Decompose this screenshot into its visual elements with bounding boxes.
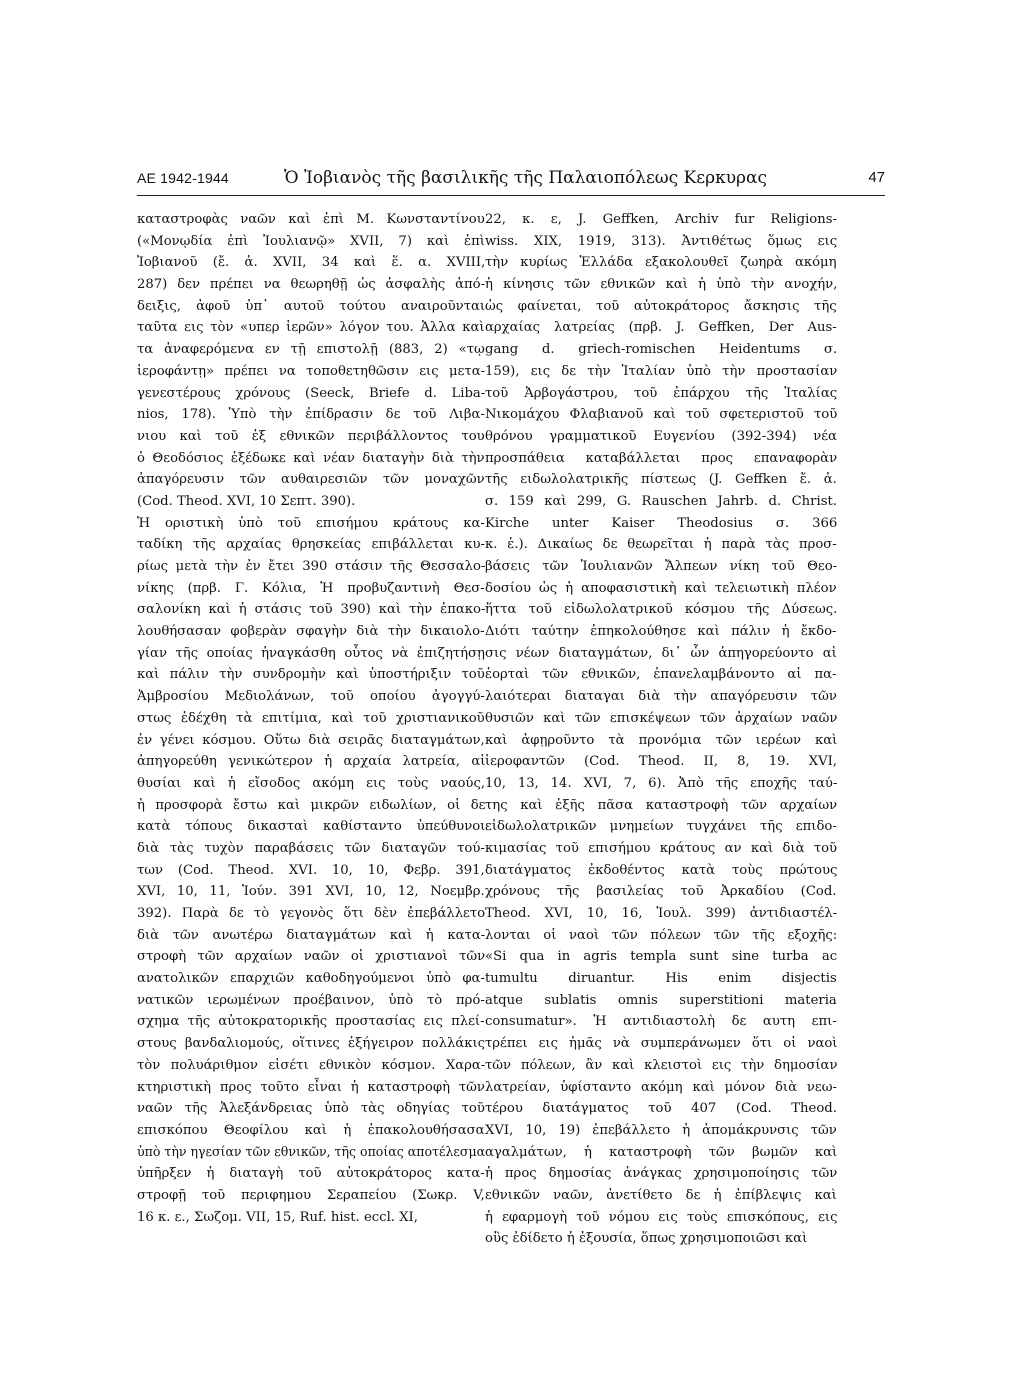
text-line: Theod. XVI, 10, 16, Ἰουλ. 399) ἀντιδιαστέλ- [485,906,837,921]
text-line: λονται οἱ ναοὶ τῶν πόλεων τῶν τῆς εξοχῆς: [485,927,837,943]
text-line: καταστροφὰς ναῶν καὶ ἐπὶ Μ. Κωνσταντίνου [137,212,485,227]
text-line: τῆς ειδωλολατρικῆς πίστεως (J. Geffken ἔ. ἀ. [485,472,837,488]
text-line: κιμασίας τοῦ επισήμου κράτους αν καὶ διὰ τοῦ [485,840,837,856]
text-line: ἀπαγόρευσιν τῶν αυθαιρεσιῶν τῶν μοναχῶν [137,472,485,488]
text-line: ἀπηγορεύθη γενικώτερον ἡ αρχαία λατρεία, αἱ [137,754,485,770]
text-line: 22, κ. ε, J. Geffken, Archiv fur Religions- [485,212,837,227]
text-line: Kirche unter Kaiser Theodosius σ. 366 [485,515,837,531]
text-line: τέρου διατάγματος τοῦ 407 (Cod. Theod. [485,1101,837,1117]
text-line: κτηριστικὴ προς τοῦτο εἶναι ἡ καταστροφὴ τῶν [137,1079,485,1095]
text-line: νιου καὶ τοῦ ἐξ εθνικῶν περιβάλλοντος του [137,428,485,444]
text-line: εἰδωλολατρικῶν μνημείων τυγχάνει τῆς επιδο- [485,819,837,835]
text-line: γενεστέρους χρόνους (Seeck, Briefe d. Liba- [137,385,485,401]
text-line: θυσιῶν καὶ τῶν επισκέψεων τῶν ἀρχαίων ναῶν [485,710,837,726]
text-line: των (Cod. Theod. XVI. 10, 10, Φεβρ. 391, [137,862,485,878]
text-line: wiss. XIX, 1919, 313). Ἀντιθέτως ὅμως εις [485,233,837,249]
text-line: ἐν γένει κόσμου. Οὕτω διὰ σειρᾶς διαταγμάτων, [137,732,485,748]
text-line: σις νέων διαταγμάτων, δι᾽ ὧν ἀπηγορεύοντο αἱ [485,645,837,661]
text-line: καὶ ἀφῃροῦντο τὰ προνόμια τῶν ιερέων καὶ [485,732,837,748]
text-line: σαλονίκη καὶ ἡ στάσις τοῦ 390) καὶ τὴν ἐπακο- [137,602,485,618]
text-line: γίαν τῆς οποίας ἠναγκάσθη οὗτος νὰ ἐπιζητήσῃ [137,645,485,661]
text-line: ἥττα τοῦ εἰδωλολατρικοῦ κόσμου τῆς Δύσεως. [485,602,837,618]
text-line: 10, 13, 14. XVI, 7, 6). Ἀπὸ τῆς εποχῆς ταύ- [485,775,837,791]
running-header [137,168,885,192]
text-line: προσπάθεια καταβάλλεται προς επαναφορὰν [485,450,837,466]
text-line: στως ἐδέχθη τὰ επιτίμια, καὶ τοῦ χριστιανικοῦ [137,710,485,726]
text-line: λατρείαν, ὑφίσταντο ακόμη καὶ μόνον διὰ νεω- [485,1079,837,1095]
text-line: χρόνους τῆς βασιλείας τοῦ Ἀρκαδίου (Cod. [485,884,837,900]
text-line: οὓς ἐδίδετο ἡ ἐξουσία, ὅπως χρησιμοποιῶσι καὶ [485,1231,808,1247]
text-line: ἱεροφαντῶν (Cod. Theod. II, 8, 19. XVI, [485,754,837,770]
text-line: της καὶ ἑξῆς πᾶσα καταστροφὴ τῶν αρχαίων [485,797,837,813]
text-line: ὡς φαίνεται, τοῦ αὐτοκράτορος ἄσκησις τῆς [485,298,837,314]
text-line: gang d. griech-romischen Heidentums σ. [485,342,837,358]
text-line: τα ἀναφερόμενα εν τῇ επιστολῇ (883, 2) «τῳ [137,342,485,358]
text-line: ρίως μετὰ τὴν ἐν ἔτει 390 στάσιν τῆς Θεσσαλο- [137,559,485,574]
text-line: στους βανδαλιομούς, οἵτινες ἐξήγειρον πολλάκις [137,1036,485,1052]
text-line: tumultu diruantur. His enim disjectis [485,971,837,987]
text-line: θρόνου γραμματικοῦ Ευγενίου (392-394) νέα [485,428,837,444]
text-line: ἡ κίνησις τῶν εθνικῶν καὶ ἡ ὑπὸ τὴν ανοχήν, [485,277,837,293]
text-line: αρχαίας λατρείας (πρβ. J. Geffken, Der Aus- [485,320,837,336]
text-line: «Si qua in agris templa sunt sine turba ac [485,949,837,965]
text-line: ἡ προσφορὰ ἔστω καὶ μικρῶν ειδωλίων, οἱ δε [137,797,485,813]
text-line: κατὰ τόπους δικασταὶ καθίσταντο ὑπεύθυνοι [137,819,485,835]
text-line: τὸν πολυάριθμον εἰσέτι εθνικὸν κόσμον. Χαρα- [137,1057,485,1073]
text-line: ταῦτα εις τὸν «υπερ ἱερῶν» λόγον του. Ἀλλα καὶ [137,320,485,336]
text-line: Ἡ οριστικὴ ὑπὸ τοῦ επισήμου κράτους κα- [137,515,485,531]
text-line: 16 κ. ε., Σωζομ. VII, 15, Ruf. hist. eccl. XI, [137,1209,418,1225]
text-line: ναῶν τῆς Ἀλεξάνδρειας ὑπὸ τὰς οδηγίας τοῦ [137,1101,485,1117]
text-line: 287) δεν πρέπει να θεωρηθῇ ὡς ἀσφαλὴς ἀπό- [137,277,485,293]
text-line: Ἰοβιανοῦ (ἔ. ἀ. XVII, 34 καὶ ἕ. α. XVIII, [137,255,485,271]
text-line: νατικῶν ιερωμένων προέβαινον, ὑπὸ τὸ πρό- [137,992,485,1008]
text-line: ανατολικῶν επαρχιῶν καθοδηγούμενοι ὑπὸ φα- [137,971,485,987]
text-line: δοσίου ὡς ἡ αποφασιστικὴ καὶ τελειωτικὴ πλέον [485,580,837,596]
text-line: λουθήσασαν φοβερὰν σφαγὴν διὰ τὴν δικαιολο- [137,624,485,640]
text-line: τὴν κυρίως Ἑλλάδα εξακολουθεῖ ζωηρὰ ακόμη [485,255,837,271]
text-line: στροφὴ τῶν αρχαίων ναῶν οἱ χριστιανοὶ τῶν [137,949,485,965]
text-line: διὰ τῶν ανωτέρω διαταγμάτων καὶ ἡ κατα- [137,927,485,943]
text-line: τῶν πόλεων, ἂν καὶ κλειστοὶ εις τὴν δημοσίαν [485,1057,837,1073]
journal-reference: ΑΕ 1942-1944 [137,170,229,186]
text-line: XVI, 10, 19) ἐπεβάλλετο ἡ ἀπομάκρυνσις τῶν [485,1122,837,1138]
text-line: νίκης (πρβ. Γ. Κόλια, Ἡ προβυζαντινὴ Θεσ- [137,580,485,596]
text-line: βάσεις τῶν Ἰουλιανῶν Ἄλπεων νίκη τοῦ Θεο- [485,559,837,574]
text-line: (Cod. Theod. XVI, 10 Σεπτ. 390). [137,493,356,509]
text-line: διὰ τὰς τυχὸν παραβάσεις τῶν διαταγῶν τού- [137,840,485,856]
text-line: nios, 178). Ὑπὸ τὴν ἐπίδρασιν δε τοῦ Λιβα- [137,407,485,423]
text-line: atque sublatis omnis superstitioni materia [485,992,837,1008]
text-line: εθνικῶν ναῶν, ἀνετίθετο δε ἡ ἐπίβλεψις καὶ [485,1187,837,1203]
text-line: καὶ πάλιν τὴν συνδρομὴν καὶ ὑποστήριξιν τοῦ [137,667,485,683]
text-line: XVI, 10, 11, Ἰούν. 391 XVI, 10, 12, Νοεμβρ. [137,884,485,900]
text-line: Ἀμβροσίου Μεδιολάνων, τοῦ οποίου ἀγογγύ- [137,689,485,705]
text-line: δειξις, ἀφοῦ ὑπ᾽ αυτοῦ τούτου αναιροῦνται [137,298,485,314]
text-line: σ. 159 καὶ 299, G. Rauschen Jahrb. d. Christ. [485,493,837,509]
text-line: ὑπῆρξεν ἡ διαταγὴ τοῦ αὐτοκράτορος κατα- [137,1166,485,1182]
text-line: consumatur». Ἡ αντιδιαστολὴ δε αυτη επι- [485,1014,837,1030]
text-line: ὑπὸ τὴν ηγεσίαν τῶν εθνικῶν, τῆς οποίας αποτέλεσμα [137,1144,486,1160]
text-line: ἱεροφάντῃ» πρέπει να τοποθετηθῶσιν εις μετα- [137,363,485,379]
text-line: ἡ εφαρμογὴ τοῦ νόμου εις τοὺς επισκόπους, εις [485,1209,837,1225]
right-text-column [485,209,837,1250]
text-line: 159), εις δε τὴν Ἰταλίαν ὑπὸ τὴν προστασίαν [485,363,837,379]
text-line: στροφῇ τοῦ περιφημου Σεραπείου (Σωκρ. V, [137,1187,485,1203]
text-line: σχημα τῆς αὐτοκρατορικῆς προστασίας εις πλεί- [137,1014,485,1030]
text-line: διατάγματος ἐκδοθέντος κατὰ τοὺς πρώτους [485,862,837,878]
article-title: Ὁ Ἰοβιανὸς τῆς βασιλικῆς τῆς Παλαιοπόλεως Κερκυρας [284,168,768,188]
text-line: λαιότεραι διαταγαι διὰ τὴν απαγόρευσιν τῶν [485,689,837,705]
text-line: κ. ἑ.). Δικαίως δε θεωρεῖται ἡ παρὰ τὰς προσ- [485,537,837,553]
text-line: τρέπει εις ἡμᾶς νὰ συμπεράνωμεν ὅτι οἱ ναοὶ [485,1036,837,1052]
text-line: επισκόπου Θεοφίλου καὶ ἡ ἐπακολουθήσασα [137,1122,485,1138]
header-rule [137,195,885,196]
left-text-column [137,209,485,1228]
text-line: ταδίκη τῆς αρχαίας θρησκείας επιβάλλεται κυ- [137,537,485,553]
page-number: 47 [868,169,885,186]
text-line: αγαλμάτων, ἡ καταστροφὴ τῶν βωμῶν καὶ [485,1144,837,1160]
text-line: τοῦ Ἀρβογάστρου, τοῦ ἐπάρχου τῆς Ἰταλίας [485,385,837,401]
text-line: 392). Παρὰ δε τὸ γεγονὸς ὅτι δὲν ἐπεβάλλετο [137,906,485,921]
text-line: ἡ προς δημοσίας ἀνάγκας χρησιμοποίησις τῶν [485,1166,837,1182]
text-line: ἑορταὶ τῶν εθνικῶν, ἐπανελαμβάνοντο αἱ πα- [485,667,837,683]
text-line: Νικομάχου Φλαβιανοῦ καὶ τοῦ σφετεριστοῦ τοῦ [485,407,837,423]
text-line: Διότι ταύτην ἐπηκολούθησε καὶ πάλιν ἡ ἔκδο- [485,624,837,640]
text-line: ὁ Θεοδόσιος ἐξέδωκε καὶ νέαν διαταγὴν διὰ τὴν [137,450,485,466]
text-line: θυσίαι καὶ ἡ εἴσοδος ακόμη εις τοὺς ναούς, [137,775,485,791]
text-line: («Μονῳδία ἐπὶ Ἰουλιανῷ» XVII, 7) καὶ ἐπὶ [137,233,485,249]
